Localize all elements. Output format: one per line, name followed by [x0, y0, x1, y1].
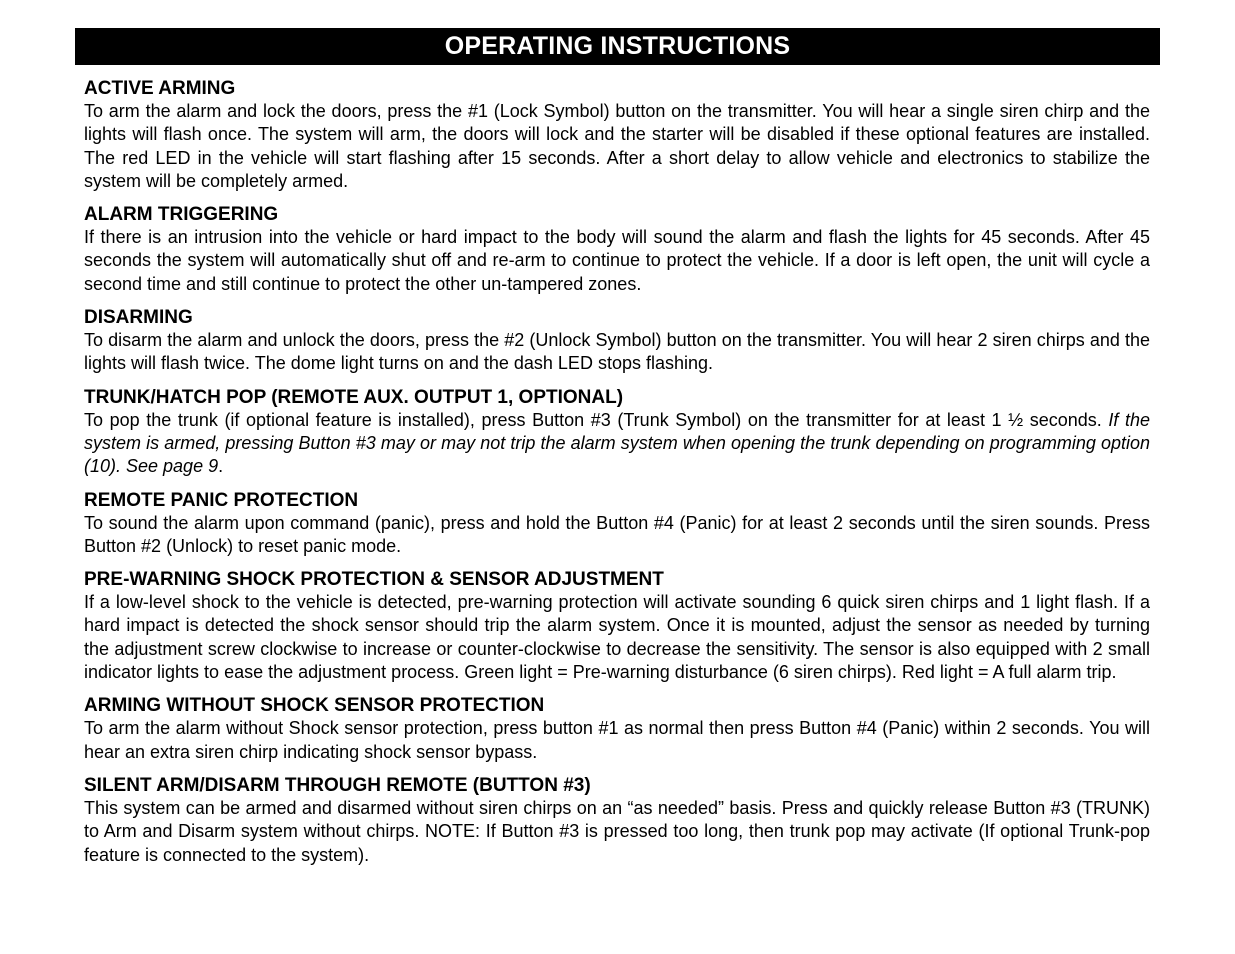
instructions-content	[75, 77, 1160, 867]
section-heading: SILENT ARM/DISARM THROUGH REMOTE (BUTTON #3)	[84, 774, 591, 796]
section-disarming	[84, 306, 1150, 376]
section-heading: ALARM TRIGGERING	[84, 204, 279, 226]
section-body: To disarm the alarm and unlock the doors, press the #2 (Unlock Symbol) button on the transmitter. You will hear 2 siren chirps and the lights will flash twice. The dome light turns on and the dash LED stops flashing.	[84, 330, 1150, 374]
section-body: To arm the alarm and lock the doors, press the #1 (Lock Symbol) button on the transmitter. You will hear a single siren chirp and the lights will flash once. The system will arm, the doors will lock and the starter will be disabled if these optional features are installed. The red LED in the vehicle will start flashing after 15 seconds. After a short delay to allow vehicle and electronics to stabilize the system will be completely armed.	[84, 101, 1150, 191]
section-body-text: To pop the trunk (if optional feature is installed), press Button #3 (Trunk Symbol) on the transmitter for at least 1 ½ seconds.	[84, 409, 1109, 430]
section-alarm-triggering	[84, 203, 1150, 296]
section-body-end: .	[218, 456, 224, 477]
page-title: OPERATING INSTRUCTIONS	[75, 28, 1160, 65]
section-remote-panic-protection	[84, 489, 1150, 559]
section-silent-arm-disarm	[84, 774, 1150, 867]
section-body: If a low-level shock to the vehicle is detected, pre-warning protection will activate sounding 6 quick siren chirps and 1 light flash. If a hard impact is detected the shock sensor should trip the alarm system. Once it is mounted, adjust the sensor as needed by turning the adjustment screw clockwise to increase or counter-clockwise to decrease the sensitivity. The sensor is also equipped with 2 small indicator lights to ease the adjustment process. Green light = Pre-warning disturbance (6 siren chirps). Red light = A full alarm trip.	[84, 592, 1150, 683]
document-page	[75, 28, 1160, 867]
section-heading: DISARMING	[84, 307, 193, 329]
section-body-italic-note: If the system is armed, pressing Button #3 may or may not trip the alarm system when opening the trunk depending on programming option (10). See page 9	[84, 409, 1150, 477]
section-arming-without-shock	[84, 694, 1150, 764]
section-heading: REMOTE PANIC PROTECTION	[84, 489, 359, 511]
section-body: To sound the alarm upon command (panic), press and hold the Button #4 (Panic) for at least 2 seconds until the siren sounds. Press Button #2 (Unlock) to reset panic mode.	[84, 512, 1150, 556]
section-heading: ACTIVE ARMING	[84, 78, 236, 99]
section-heading: TRUNK/HATCH POP (REMOTE AUX. OUTPUT 1, OPTIONAL)	[84, 386, 624, 408]
section-active-arming	[84, 77, 1150, 193]
section-pre-warning-shock	[84, 568, 1150, 684]
section-body: If there is an intrusion into the vehicle or hard impact to the body will sound the alarm and flash the lights for 45 seconds. After 45 seconds the system will automatically shut off and re-arm to continue to protect the vehicle. If a door is left open, the unit will cycle a second time and still continue to protect the other un-tampered zones.	[84, 227, 1150, 294]
section-body: To arm the alarm without Shock sensor protection, press button #1 as normal then press Button #4 (Panic) within 2 seconds. You will hear an extra siren chirp indicating shock sensor bypass.	[84, 718, 1150, 762]
section-body	[84, 409, 1150, 479]
section-trunk-hatch-pop	[84, 386, 1150, 479]
section-heading: ARMING WITHOUT SHOCK SENSOR PROTECTION	[84, 695, 545, 717]
section-heading: PRE-WARNING SHOCK PROTECTION & SENSOR ADJUSTMENT	[84, 569, 664, 591]
section-body: This system can be armed and disarmed without siren chirps on an “as needed” basis. Press and quickly release Button #3 (TRUNK) to Arm and Disarm system without chirps. NOTE: If Button #3 is pressed too long, then trunk pop may activate (If optional Trunk-pop feature is connected to the system).	[84, 797, 1150, 865]
